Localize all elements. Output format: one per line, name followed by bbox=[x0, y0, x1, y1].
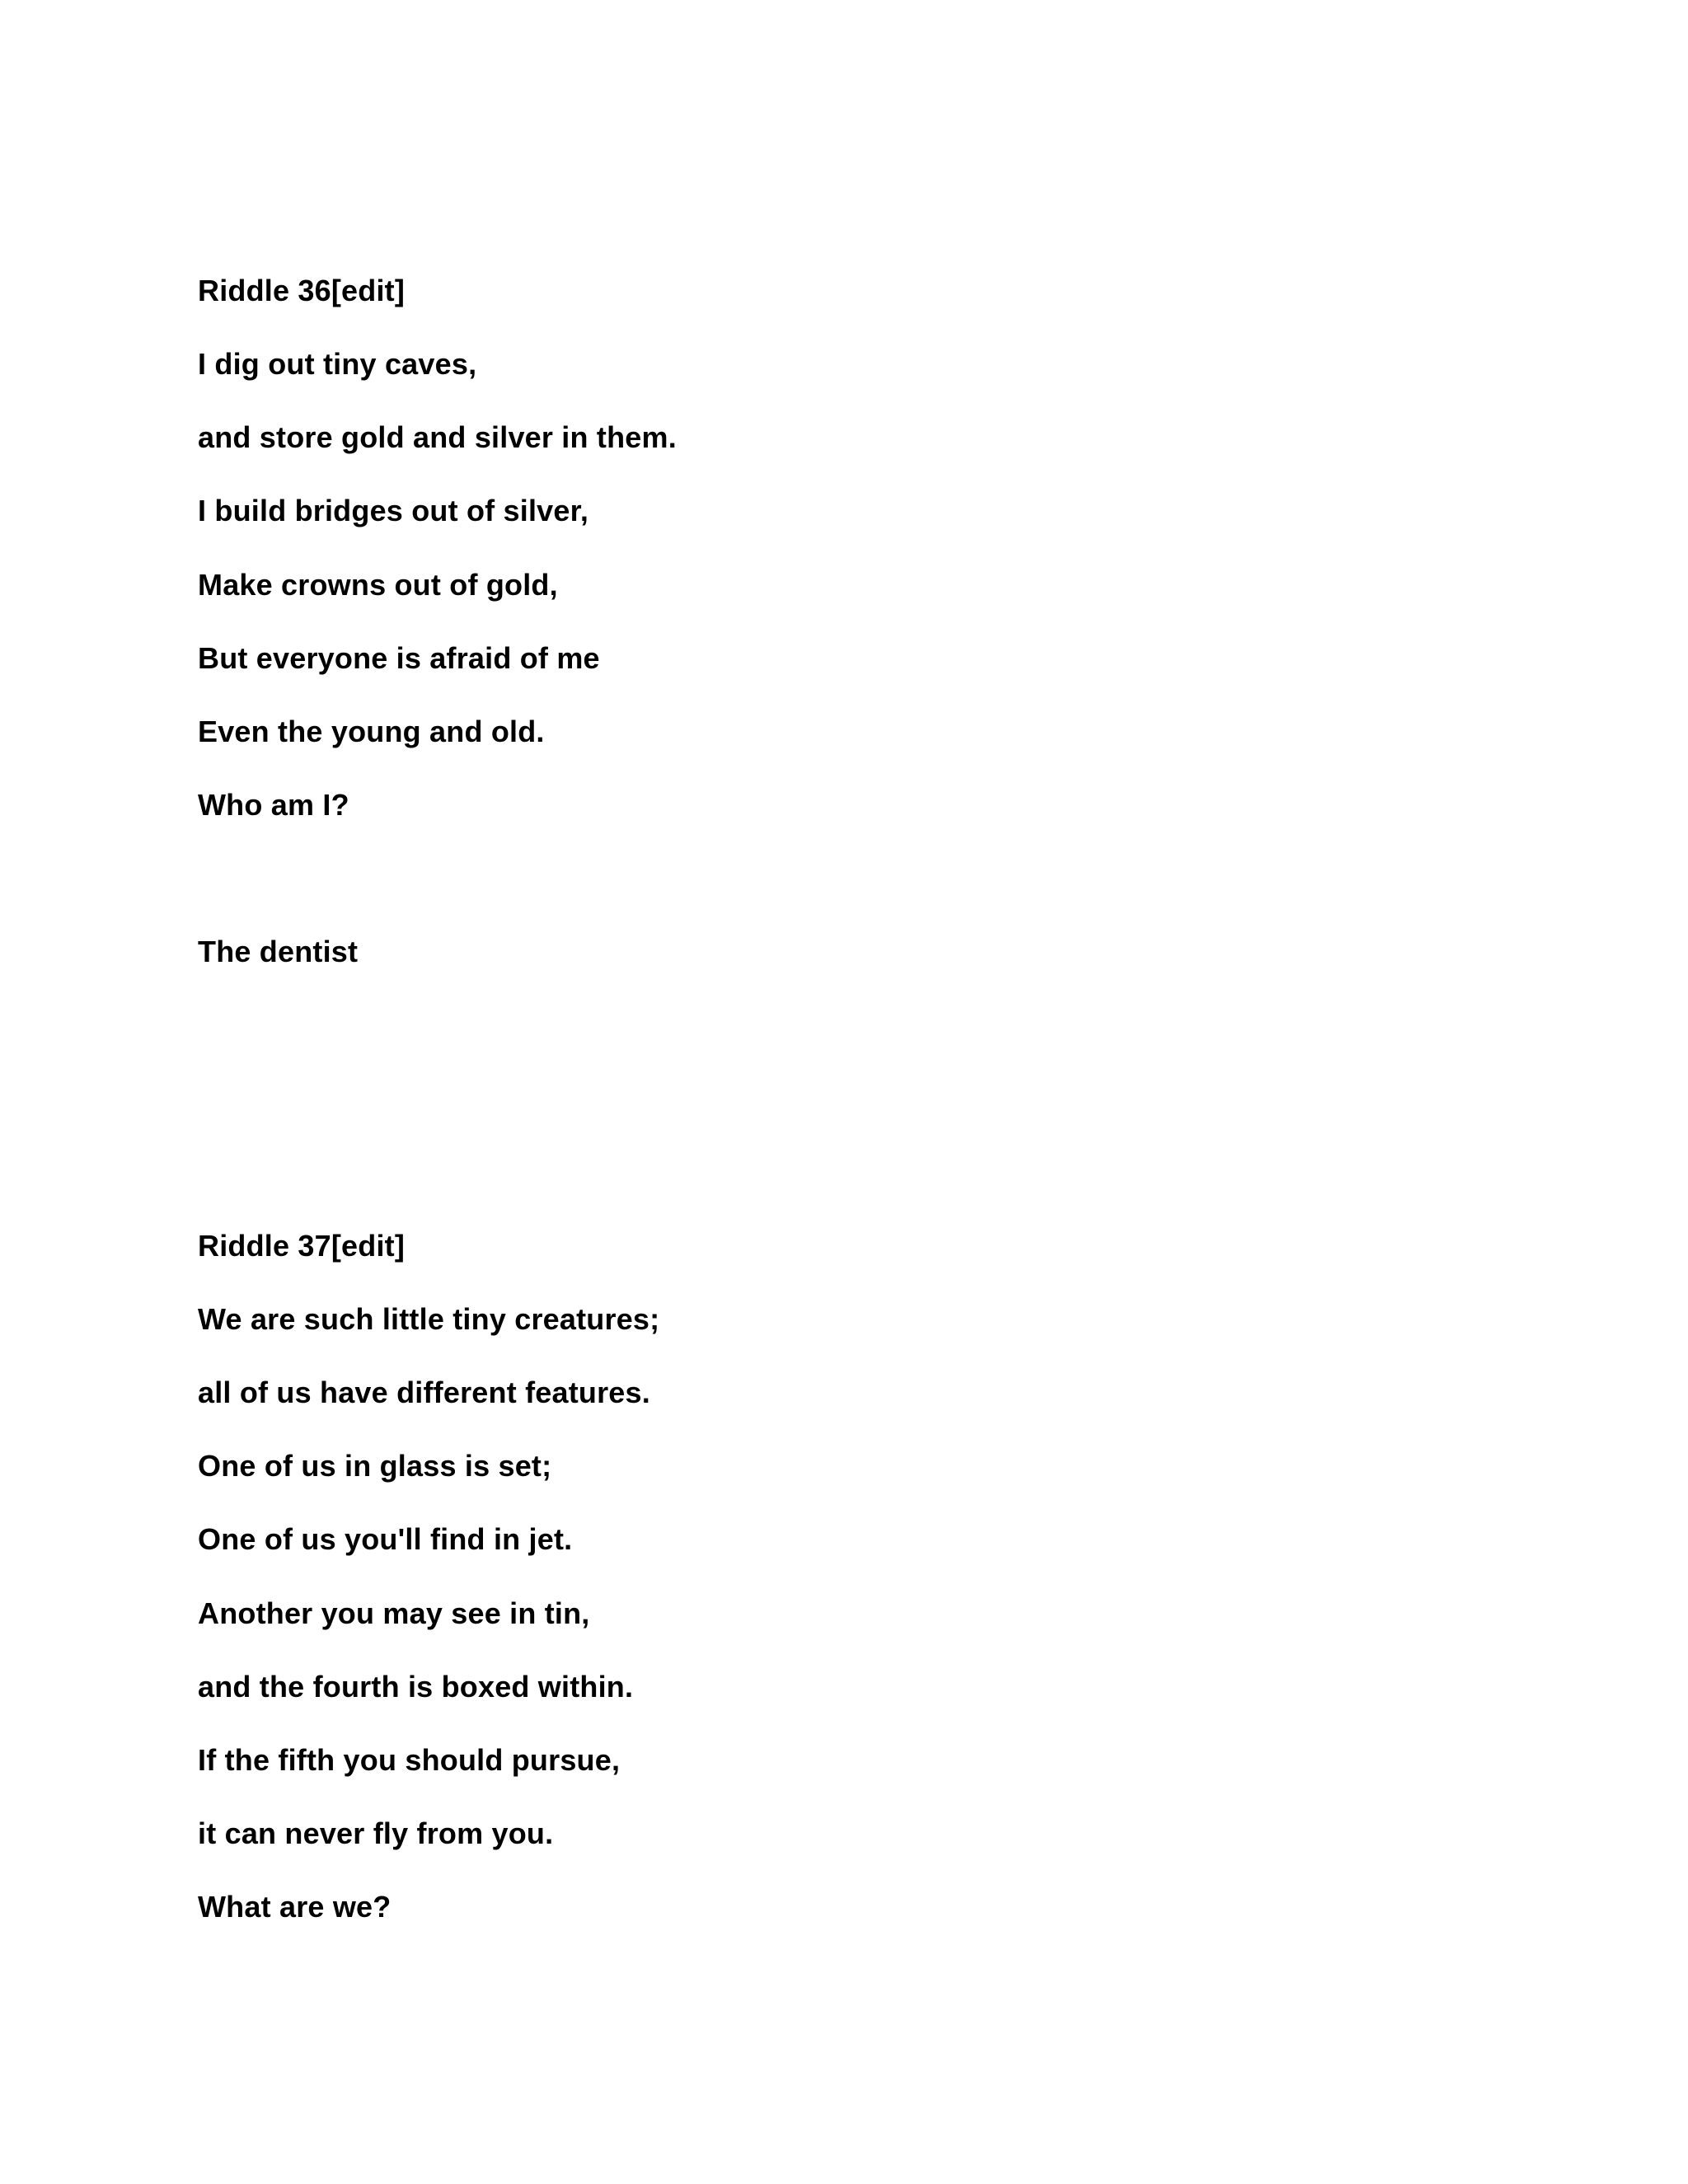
riddle-36-line-2: and store gold and silver in them. bbox=[198, 420, 677, 454]
riddle-37-line-2: all of us have different features. bbox=[198, 1376, 650, 1409]
riddle-37-line-4: One of us you'll find in jet. bbox=[198, 1522, 573, 1556]
riddle-36-line-6: Even the young and old. bbox=[198, 715, 545, 748]
riddle-36-line-5: But everyone is afraid of me bbox=[198, 641, 600, 675]
riddle-37-line-3: One of us in glass is set; bbox=[198, 1449, 552, 1483]
riddle-37-heading: Riddle 37[edit] bbox=[198, 1229, 406, 1263]
riddle-37-line-1: We are such little tiny creatures; bbox=[198, 1302, 660, 1336]
riddle-36-line-4: Make crowns out of gold, bbox=[198, 568, 558, 602]
riddle-36-line-7: Who am I? bbox=[198, 788, 349, 822]
riddle-36-line-3: I build bridges out of silver, bbox=[198, 494, 589, 527]
riddle-37-line-5: Another you may see in tin, bbox=[198, 1596, 590, 1630]
riddle-37-line-7: If the fifth you should pursue, bbox=[198, 1743, 621, 1777]
riddle-36-heading: Riddle 36[edit] bbox=[198, 274, 406, 307]
riddle-37-line-9: What are we? bbox=[198, 1890, 392, 1924]
riddle-37-line-6: and the fourth is boxed within. bbox=[198, 1670, 634, 1704]
riddle-36-line-1: I dig out tiny caves, bbox=[198, 347, 477, 381]
riddle-37-line-8: it can never fly from you. bbox=[198, 1816, 554, 1850]
riddle-36-answer: The dentist bbox=[198, 935, 359, 968]
